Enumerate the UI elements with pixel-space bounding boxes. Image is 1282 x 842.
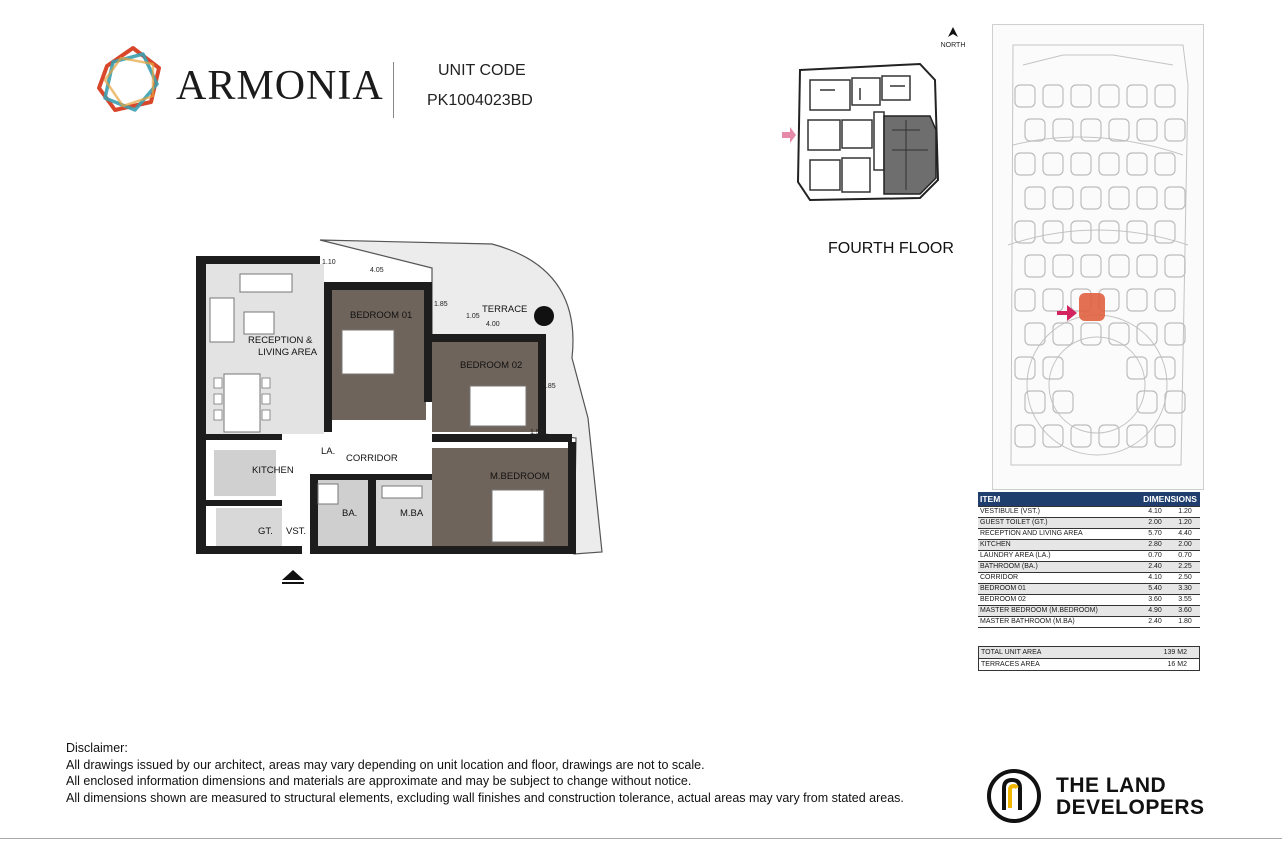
room-label-bedroom-02: BEDROOM 02 [460,360,523,371]
table-cell-dimension: 4.10 [1140,573,1170,584]
room-label-guest-toilet: GT. [258,526,273,537]
room-label-terrace: TERRACE [482,304,528,315]
unit-code-label: UNIT CODE [438,62,526,79]
table-row [978,540,1200,551]
table-cell-item: BATHROOM (BA.) [978,562,1140,573]
table-cell-dimension: 3.60 [1140,595,1170,606]
dimension-label: 4.00 [486,321,500,328]
disclaimer-title: Disclaimer: [66,741,128,755]
table-cell-dimension: 4.40 [1170,529,1200,540]
table-cell-dimension: 5.70 [1140,529,1170,540]
table-row [978,617,1200,628]
unit-code-value: PK1004023BD [427,92,533,109]
table-cell-dimension: 2.25 [1170,562,1200,573]
disclaimer-line: All enclosed information dimensions and materials are approximate and may be subject to change without notice. [66,774,692,788]
table-cell-item: CORRIDOR [978,573,1140,584]
table-cell-item: MASTER BATHROOM (M.BA) [978,617,1140,628]
table-cell-dimension: 2.50 [1170,573,1200,584]
header-dimensions: DIMENSIONS [1140,492,1200,507]
floor-label: FOURTH FLOOR [828,240,954,257]
table-row [978,562,1200,573]
table-cell-dimension: 0.70 [1140,551,1170,562]
table-cell-dimension: 2.00 [1170,540,1200,551]
north-arrow-icon [948,27,958,37]
area-value: 16 M2 [1118,659,1199,671]
room-label-master-bathroom: M.BA [400,508,424,519]
room-label-laundry: LA. [321,446,336,457]
disclaimer-line: All drawings issued by our architect, areas may vary depending on unit location and floor, drawings are not to scale. [66,757,705,772]
table-cell-dimension: 2.00 [1140,518,1170,529]
table-cell-dimension: 0.70 [1170,551,1200,562]
table-row [978,518,1200,529]
area-label: TOTAL UNIT AREA [979,647,1119,659]
dimension-label: 1.05 [466,313,480,320]
table-cell-dimension: 4.10 [1140,507,1170,518]
master-plan-map [992,24,1204,490]
header-divider [393,62,394,118]
entry-arrow-icon [280,568,306,586]
table-cell-item: VESTIBULE (VST.) [978,507,1140,518]
dimension-label: 1.10 [322,259,336,266]
dimensions-table [978,492,1200,628]
north-label: NORTH [940,42,966,49]
table-cell-item: BEDROOM 01 [978,584,1140,595]
table-cell-item: BEDROOM 02 [978,595,1140,606]
developer-logo-icon [986,768,1044,824]
bottom-divider [0,838,1282,839]
developer-name-line2: DEVELOPERS [1056,796,1205,819]
brand-name: ARMONIA [176,63,384,109]
area-value: 139 M2 [1118,647,1199,659]
table-cell-dimension: 3.30 [1170,584,1200,595]
table-cell-dimension: 1.80 [1170,617,1200,628]
room-label-vestibule: VST. [286,526,307,537]
table-cell-dimension: 5.40 [1140,584,1170,595]
table-cell-dimension: 2.40 [1140,562,1170,573]
room-label-kitchen: KITCHEN [252,465,294,476]
table-cell-dimension: 1.20 [1170,518,1200,529]
table-cell-dimension: 1.20 [1170,507,1200,518]
table-row [978,584,1200,595]
dimension-label: 1.85 [434,301,448,308]
table-cell-item: RECEPTION AND LIVING AREA [978,529,1140,540]
table-cell-dimension: 3.55 [1170,595,1200,606]
room-label-bathroom: BA. [342,508,358,519]
developer-name-line1: THE LAND [1056,774,1167,797]
north-indicator [938,24,968,48]
pointer-arrow-icon [782,127,796,143]
room-label-living: LIVING AREA [258,347,318,358]
armonia-logo-icon [95,44,165,116]
room-label-corridor: CORRIDOR [346,453,398,464]
area-label: TERRACES AREA [979,659,1119,671]
table-cell-dimension: 3.60 [1170,606,1200,617]
table-row [978,606,1200,617]
dimension-label: 3.85 [542,383,556,390]
room-label-master-bedroom: M.BEDROOM [490,471,550,482]
floor-plan [192,238,612,590]
table-row [978,507,1200,518]
table-header-row [978,492,1200,507]
table-cell-dimension: 2.80 [1140,540,1170,551]
header-item: ITEM [978,492,1140,507]
dimension-label: 1.50 [530,429,544,436]
disclaimer-line: All dimensions shown are measured to structural elements, excluding wall finishes and construction tolerance, actual areas may vary from stated areas. [66,790,904,805]
room-label-bedroom-01: BEDROOM 01 [350,310,413,321]
table-row [978,551,1200,562]
table-row [978,529,1200,540]
key-plan [780,50,950,210]
table-row [978,573,1200,584]
area-totals-table [978,646,1200,671]
room-label-reception: RECEPTION & [248,335,313,346]
table-row [979,647,1200,659]
table-cell-item: GUEST TOILET (GT.) [978,518,1140,529]
table-cell-item: KITCHEN [978,540,1140,551]
table-cell-item: LAUNDRY AREA (LA.) [978,551,1140,562]
unit-highlight [884,116,936,194]
table-row [979,659,1200,671]
disclaimer [66,740,904,806]
unit-location-marker [1079,293,1105,321]
table-cell-dimension: 4.90 [1140,606,1170,617]
table-cell-item: MASTER BEDROOM (M.BEDROOM) [978,606,1140,617]
table-row [978,595,1200,606]
table-cell-dimension: 2.40 [1140,617,1170,628]
dimension-label: 4.05 [370,267,384,274]
